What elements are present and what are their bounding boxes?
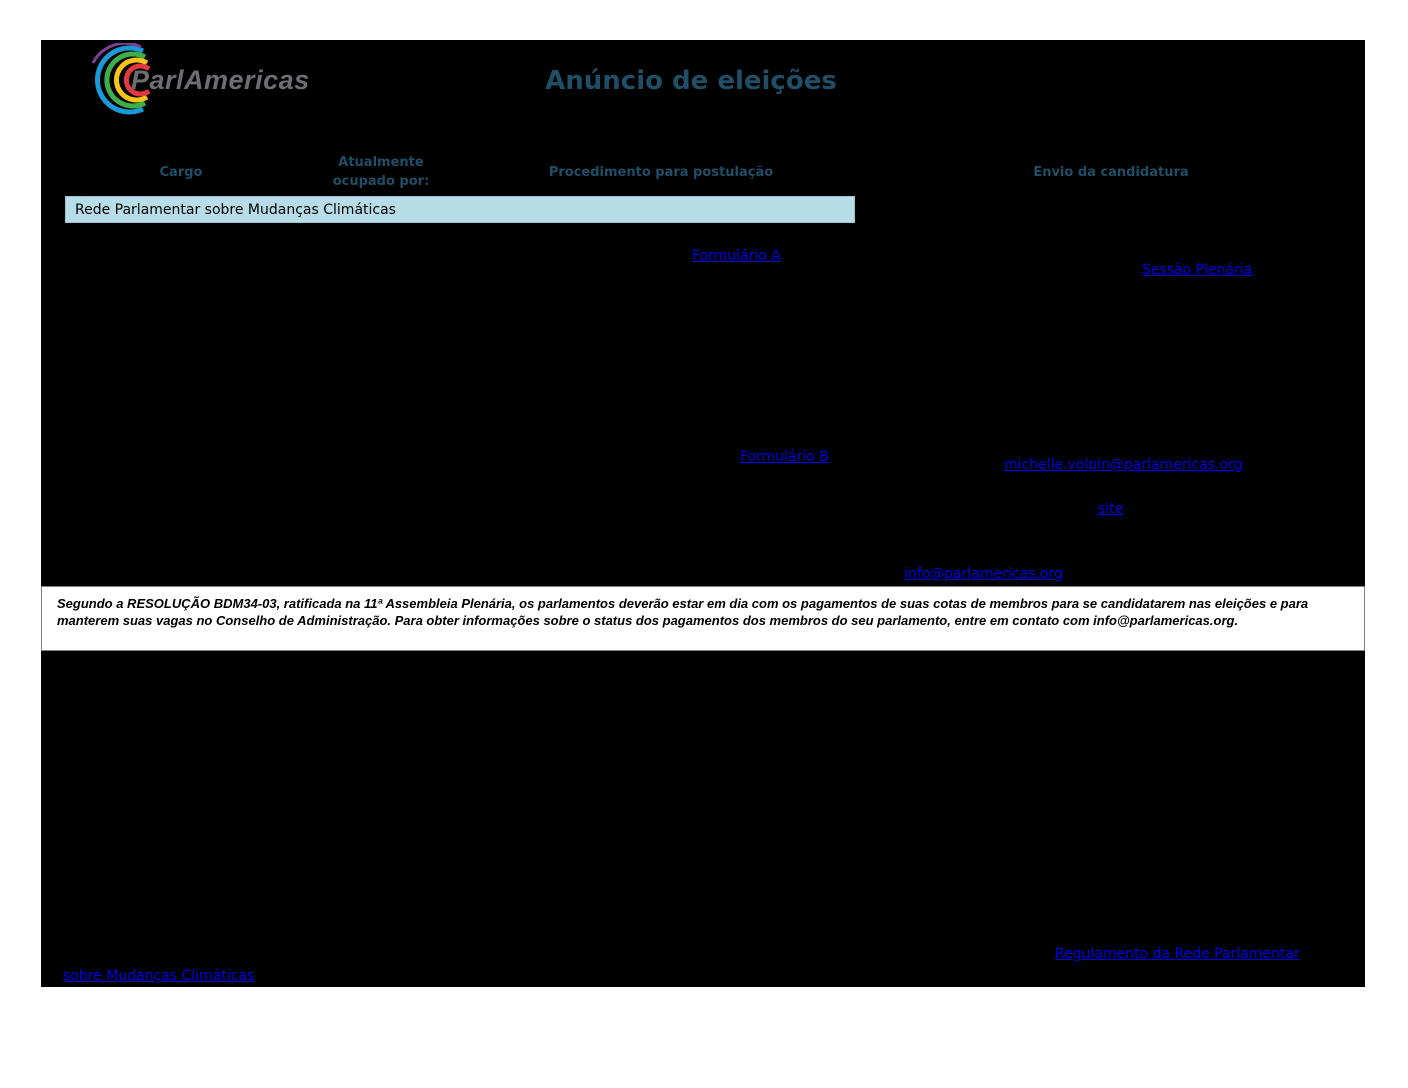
column-header-ocupado [321, 153, 441, 191]
formulario-a-link[interactable]: Formulário A [692, 248, 781, 264]
sessao-plenaria-link[interactable]: Sessão Plenária [1142, 262, 1253, 278]
column-header-cargo: Cargo [159, 165, 203, 180]
column-header-envio: Envio da candidatura [1033, 165, 1189, 180]
page-title: Anúncio de eleições [545, 66, 837, 96]
column-header-ocupado-line2: ocupado por: [332, 174, 430, 189]
regulamento-link-line2[interactable]: sobre Mudanças Climáticas [63, 968, 255, 984]
membership-note [41, 586, 1365, 651]
formulario-b-link[interactable]: Formulário B [740, 449, 829, 465]
column-header-procedimento: Procedimento para postulação [548, 165, 774, 180]
email-michelle-link[interactable]: michelle.volpin@parlamericas.org [1004, 457, 1243, 473]
site-link[interactable]: site [1098, 501, 1124, 517]
parlamericas-logo [81, 43, 341, 117]
column-header-ocupado-line1: Atualmente [338, 155, 424, 170]
email-info-link[interactable]: info@parlamericas.org [904, 566, 1063, 582]
section-row-label: Rede Parlamentar sobre Mudanças Climáticas [75, 202, 396, 218]
logo-wordmark: ParlAmericas [131, 65, 310, 95]
section-row [65, 196, 855, 223]
regulamento-link-line1[interactable]: Regulamento da Rede Parlamentar [1055, 946, 1300, 962]
membership-note-text: Segundo a RESOLUÇÃO BDM34-03, ratificada na 11ª Assembleia Plenária, os parlamentos deverão estar em dia com os pagamentos de suas cotas de membros para se candidatarem nas eleições e para manterem suas vagas no Conselho de Administração. Para obter informações sobre o status dos pagamentos dos membros do seu parlamento, entre em contato com info@parlamericas.org. [57, 596, 1309, 628]
document-page [41, 40, 1365, 987]
